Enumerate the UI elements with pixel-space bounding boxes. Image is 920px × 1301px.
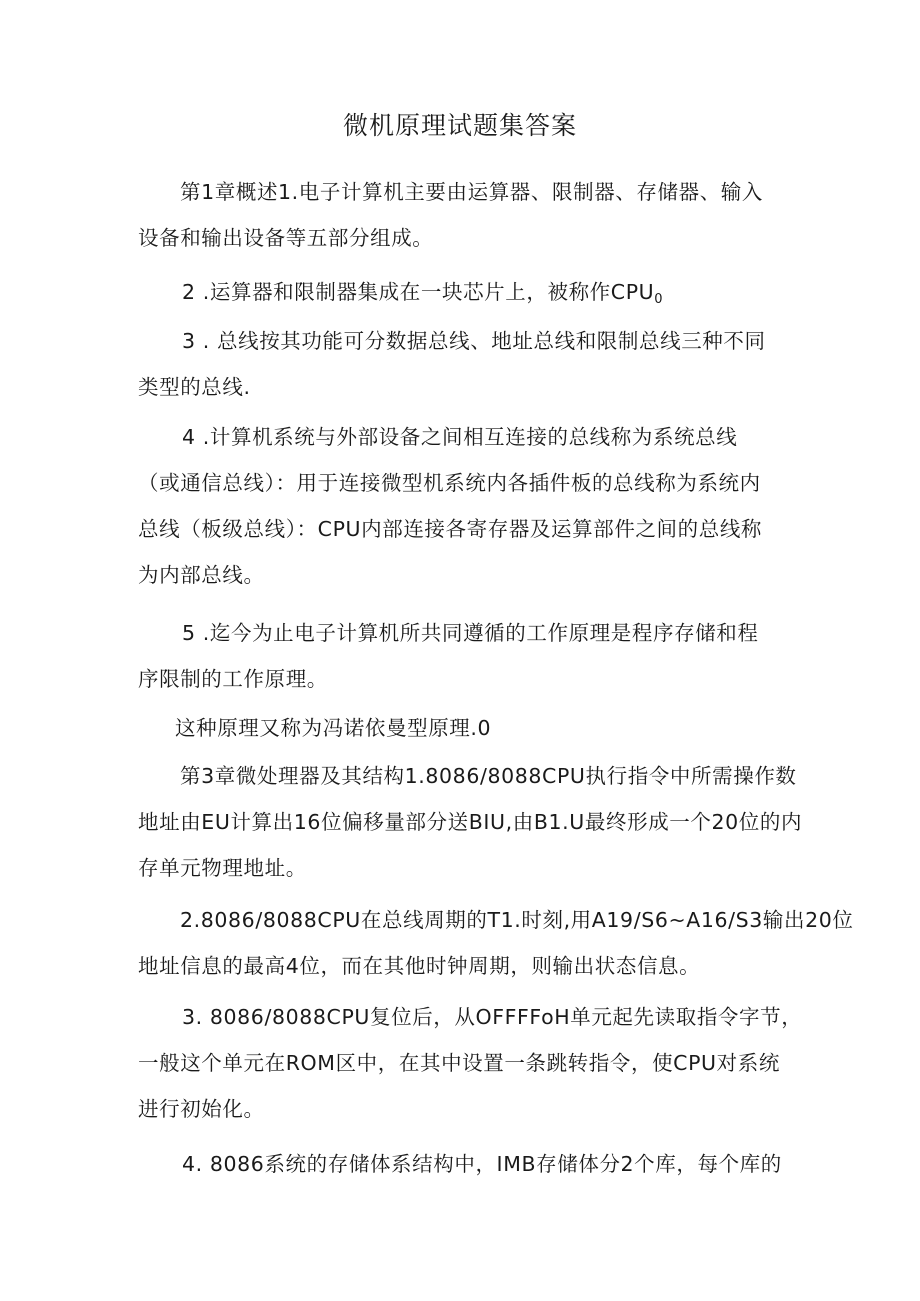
paragraph-ch1-item3 (138, 318, 788, 410)
paragraph-line: 第3章微处理器及其结构1.8086/8088CPU执行指令中所需操作数 (180, 764, 797, 788)
paragraph-ch1-item2 (138, 269, 788, 323)
paragraph-line: 类型的总线. (138, 375, 251, 399)
paragraph-line: 设备和输出设备等五部分组成。 (138, 226, 434, 250)
paragraph-line: 一般这个单元在ROM区中，在其中设置一条跳转指令，使CPU对系统 (138, 1051, 780, 1075)
paragraph-ch1-item5 (138, 610, 788, 702)
paragraph-line: 总线（板级总线）：CPU内部连接各寄存器及运算部件之间的总线称 (138, 517, 763, 541)
paragraph-line: 3. 8086/8088CPU复位后，从OFFFFoH单元起先读取指令字节， (182, 1005, 803, 1029)
paragraph-line: 存单元物理地址。 (138, 856, 307, 880)
paragraph-line: 地址由EU计算出16位偏移量部分送BIU,由B1.U最终形成一个20位的内 (138, 810, 803, 834)
paragraph-line: 第1章概述1.电子计算机主要由运算器、限制器、存储器、输入 (180, 180, 763, 204)
paragraph-line: （或通信总线）：用于连接微型机系统内各插件板的总线称为系统内 (138, 471, 761, 495)
paragraph-line: 2.8086/8088CPU在总线周期的T1.时刻,用A19∕S6~A16∕S3输出20位 (180, 908, 854, 932)
paragraph-ch1-item4 (138, 414, 788, 598)
paragraph-von-neumann (138, 705, 788, 751)
paragraph-ch3-item4 (138, 1141, 788, 1187)
paragraph-line: 4 .计算机系统与外部设备之间相互连接的总线称为系统总线 (182, 425, 738, 449)
paragraph-line: 进行初始化。 (138, 1097, 265, 1121)
paragraph-line: 为内部总线。 (138, 563, 265, 587)
paragraph-line: 地址信息的最高4位，而在其他时钟周期，则输出状态信息。 (138, 954, 701, 978)
paragraph-line: 序限制的工作原理。 (138, 667, 328, 691)
paragraph-ch3-item2 (138, 897, 854, 989)
paragraph-ch3-item3 (138, 994, 803, 1132)
paragraph-ch3-item1 (138, 753, 803, 891)
paragraph-ch1-item1 (138, 169, 788, 261)
paragraph-line: 5 .迄今为止电子计算机所共同遵循的工作原理是程序存储和程 (182, 621, 759, 645)
document-title: 微机原理试题集答案 (342, 111, 577, 140)
paragraph-line: 2 .运算器和限制器集成在一块芯片上，被称作CPU (182, 280, 655, 304)
paragraph-line: 3 . 总线按其功能可分数据总线、地址总线和限制总线三种不同 (182, 329, 766, 353)
subscript-zero: 0 (654, 292, 664, 307)
paragraph-line: 这种原理又称为冯诺依曼型原理.0 (175, 716, 492, 740)
paragraph-line: 4. 8086系统的存储体系结构中，IMB存储体分2个库，每个库的 (182, 1152, 782, 1176)
